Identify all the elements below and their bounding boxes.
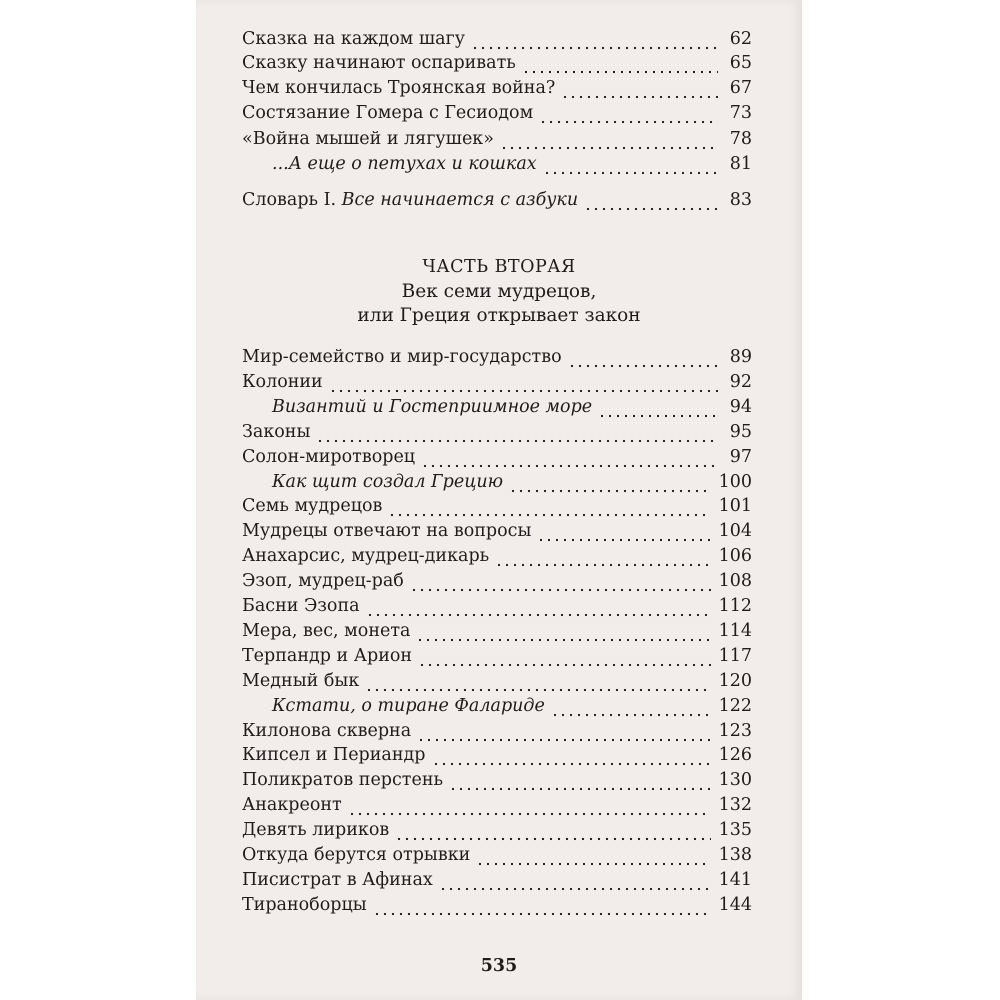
toc-entry-page: 141: [718, 869, 752, 890]
dot-leader: [366, 595, 711, 617]
toc-entry: [242, 566, 752, 592]
toc-entry-page: 62: [729, 29, 752, 49]
dot-leader: [373, 894, 711, 916]
toc-entry: [242, 24, 752, 50]
dot-leader: [561, 77, 718, 99]
dot-leader: [348, 794, 711, 816]
dot-leader: [509, 471, 711, 493]
toc-entry-page: 100: [718, 471, 752, 492]
dot-leader: [495, 545, 710, 567]
toc-entry-title: Писистрат в Афинах: [242, 869, 433, 890]
toc-entry-title: Откуда берутся отрывки: [242, 845, 471, 865]
toc-entry: [242, 417, 752, 443]
dot-leader: [421, 446, 718, 468]
toc-entry-title: Законы: [242, 421, 311, 442]
part-heading: ЧАСТЬ ВТОРАЯ: [422, 257, 576, 277]
toc-entry-title: Терпандр и Арион: [242, 645, 413, 666]
toc-entry-page: 106: [718, 546, 752, 567]
dot-leader: [439, 869, 711, 891]
toc-entry-title: Килонова скверна: [242, 720, 412, 741]
toc-entry-title: Чем кончилась Троянская война?: [242, 78, 556, 98]
dot-leader: [598, 396, 718, 418]
toc-entry-page: 112: [718, 596, 752, 616]
toc-subentry: [272, 149, 752, 175]
toc-entry: [242, 124, 752, 150]
toc-entry-page: 126: [718, 745, 752, 766]
page-number: 535: [480, 956, 518, 976]
toc-entry-title: Как щит создал Грецию: [272, 471, 504, 492]
toc-entry-page: 95: [729, 421, 752, 442]
toc-glossary-entry: [242, 185, 752, 211]
dot-leader: [522, 52, 718, 74]
dot-leader: [329, 371, 718, 393]
toc-entry: [242, 666, 752, 692]
toc-entry-page: 114: [718, 620, 752, 641]
toc-entry-title: Эзоп, мудрец-раб: [242, 571, 404, 592]
toc-entry-page: 94: [729, 396, 752, 417]
toc-entry-title: Кстати, о тиране Фаларидe: [272, 695, 545, 716]
dot-leader: [584, 189, 718, 211]
dot-leader: [449, 769, 711, 791]
toc-entry-page: 81: [729, 154, 752, 174]
dot-leader: [410, 570, 711, 592]
toc-entry-page: 101: [718, 496, 752, 517]
toc-entry-page: 104: [718, 521, 752, 542]
toc-entry-title: Сказку начинают оспаривать: [242, 53, 516, 73]
toc-entry-page: 138: [718, 845, 752, 865]
toc-entry: [242, 98, 752, 124]
toc-entry: [242, 790, 752, 816]
part-title-line2: или Греция открывает закон: [357, 305, 641, 326]
glossary-prefix: Словарь I.: [242, 190, 342, 210]
toc-entry: [242, 73, 752, 99]
toc-entry-title: Мера, вес, монета: [242, 620, 411, 641]
toc-entry: [242, 342, 752, 368]
toc-entry-title: Поликратов перстень: [242, 770, 444, 791]
toc-subentry: [272, 392, 752, 418]
toc-entry-title: Анахарсис, мудрец-дикарь: [242, 546, 490, 567]
toc-entry-title: Басни Эзопа: [242, 596, 360, 616]
toc-entry-page: 117: [718, 645, 752, 666]
part-title-line1: Век семи мудрецов,: [401, 281, 597, 302]
toc-entry: [242, 740, 752, 766]
toc-entry-title: Сказка на каждом шагу: [242, 29, 466, 49]
toc-entry-page: 92: [729, 371, 752, 392]
glossary-title: Все начинается с азбуки: [341, 190, 579, 210]
toc-subentry: [272, 467, 752, 493]
toc-entry-page: 67: [729, 78, 752, 98]
toc-subentry: [272, 691, 752, 717]
toc-entry-page: 122: [718, 695, 752, 716]
toc-entry-title: Мир-семейство и мир-государство: [242, 347, 562, 367]
dot-leader: [418, 645, 711, 667]
toc-entry: [242, 765, 752, 791]
toc-entry-title: Кипсел и Периандр: [242, 745, 426, 766]
dot-leader: [388, 495, 710, 517]
dot-leader: [539, 102, 718, 124]
toc-entry: [242, 865, 752, 891]
toc-entry-title: Медный бык: [242, 670, 360, 691]
dot-leader: [471, 28, 718, 50]
toc-entry-page: 130: [718, 770, 752, 791]
toc-entry: [242, 491, 752, 517]
toc-entry-page: 108: [718, 571, 752, 592]
toc-entry-title: Анакреонт: [242, 795, 342, 816]
toc-entry: [242, 442, 752, 468]
dot-leader: [365, 670, 710, 692]
toc-entry: [242, 591, 752, 617]
toc-entry-title: «Война мышей и лягушек»: [242, 129, 494, 149]
toc-entry-title: Византий и Гостеприимное море: [272, 396, 593, 417]
dot-leader: [417, 720, 710, 742]
toc-entry-title: [242, 189, 584, 211]
toc-entry: [242, 367, 752, 393]
toc-entry-title: Семь мудрецов: [242, 496, 383, 517]
toc-entry-page: 120: [718, 670, 752, 691]
toc-entry-page: 78: [729, 129, 752, 149]
dot-leader: [476, 844, 710, 866]
dot-leader: [395, 819, 710, 841]
toc-entry: [242, 616, 752, 642]
dot-leader: [568, 346, 718, 368]
toc-entry-title: Состязание Гомера с Гесиодом: [242, 103, 534, 123]
toc-entry: [242, 840, 752, 866]
toc-entry-title: Колонии: [242, 371, 323, 392]
toc-entry: [242, 641, 752, 667]
toc-entry-title: Солон-миротворец: [242, 446, 416, 467]
dot-leader: [500, 128, 718, 150]
toc-entry: [242, 516, 752, 542]
dot-leader: [543, 153, 718, 175]
toc-entry-page: 132: [718, 795, 752, 816]
dot-leader: [316, 421, 718, 443]
toc-entry: [242, 48, 752, 74]
toc-entry-page: 83: [729, 190, 752, 210]
toc-entry-page: 144: [718, 894, 752, 915]
toc-entry: [242, 890, 752, 916]
toc-entry-page: 65: [729, 53, 752, 73]
toc-entry-page: 73: [729, 103, 752, 123]
toc-entry-page: 123: [718, 720, 752, 741]
toc-entry-title: Девять лириков: [242, 820, 390, 841]
dot-leader: [537, 520, 710, 542]
toc-entry-title: Тираноборцы: [242, 894, 367, 915]
toc-entry-title: ...А еще о петухах и кошках: [272, 154, 537, 174]
toc-entry: [242, 716, 752, 742]
dot-leader: [551, 695, 711, 717]
toc-entry-title: Мудрецы отвечают на вопросы: [242, 521, 532, 542]
dot-leader: [416, 620, 710, 642]
toc-entry: [242, 541, 752, 567]
toc-entry-page: 89: [729, 347, 752, 367]
toc-entry-page: 135: [718, 820, 752, 841]
toc-entry-page: 97: [729, 446, 752, 467]
toc-entry: [242, 815, 752, 841]
dot-leader: [432, 744, 711, 766]
